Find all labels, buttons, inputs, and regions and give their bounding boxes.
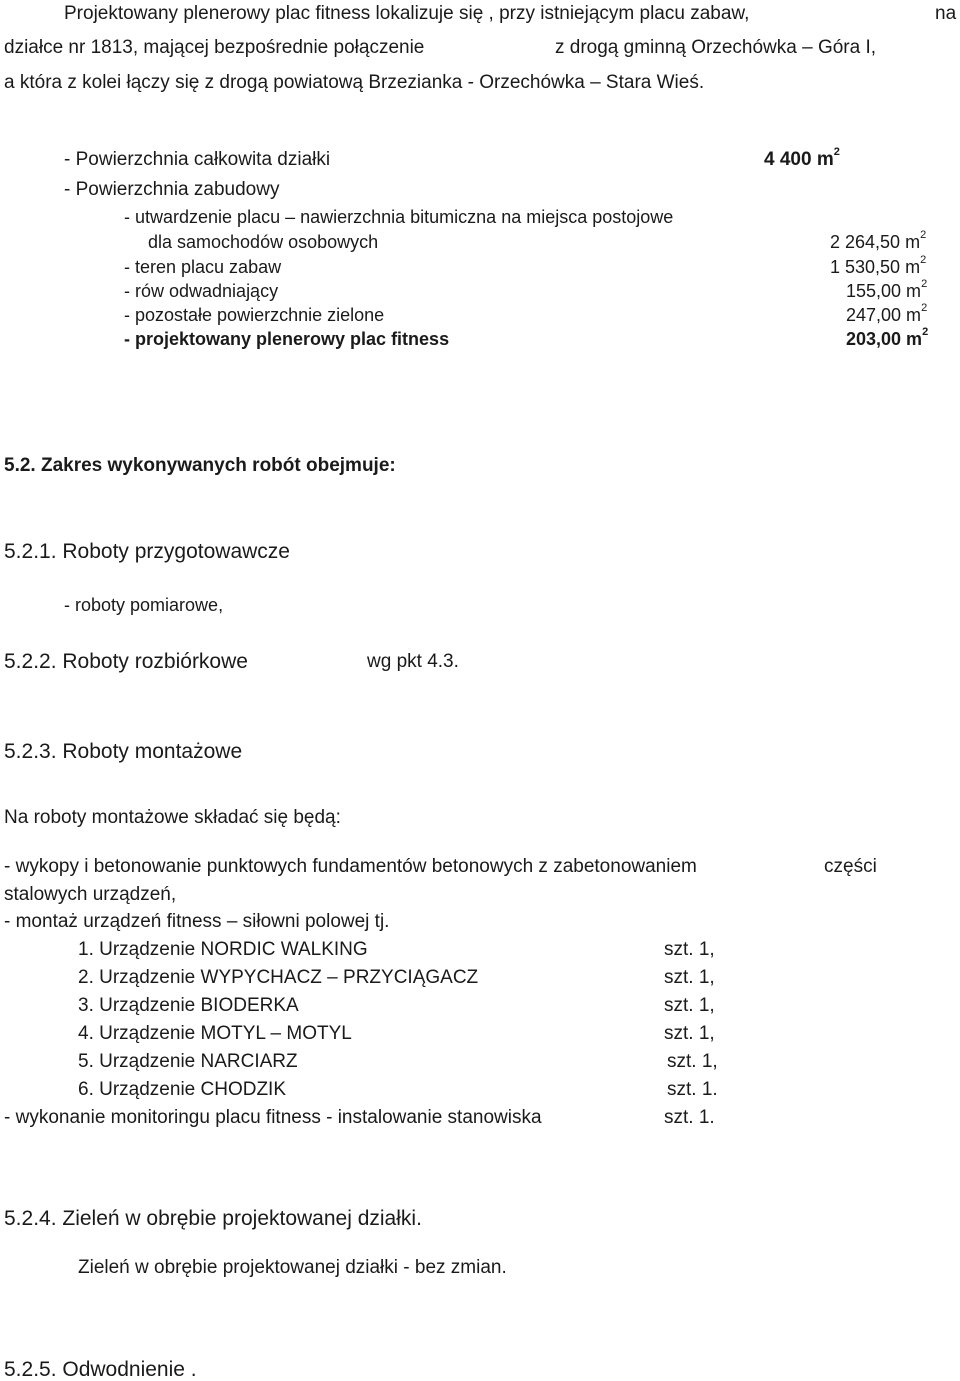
device-5-qty: szt. 1, xyxy=(667,1051,718,1072)
total-area-label: - Powierzchnia całkowita działki xyxy=(64,149,331,170)
intro-line-2-end: z drogą gminną Orzechówka – Góra I, xyxy=(555,37,877,58)
section-5-2-heading: 5.2. Zakres wykonywanych robót obejmuje: xyxy=(4,455,396,476)
area-item-4-value: 247,00 $m^2$ xyxy=(846,302,928,325)
section-5-2-3-bullet-1: - wykopy i betonowanie punktowych fundamentów betonowych z zabetonowaniem xyxy=(4,856,697,877)
area-item-4-label: - pozostałe powierzchnie zielone xyxy=(124,305,385,325)
area-item-3-value: 155,00 $m^2$ xyxy=(846,278,928,301)
section-5-2-3-bullet-2: - montaż urządzeń fitness – siłowni polowej tj. xyxy=(4,911,390,932)
device-3-qty: szt. 1, xyxy=(664,995,715,1016)
total-area-value: 4 400 $m^2$ xyxy=(764,146,840,170)
intro-line-3: a która z kolei łączy się z drogą powiatową Brzezianka - Orzechówka – Stara Wieś. xyxy=(4,72,705,93)
device-2-qty: szt. 1, xyxy=(664,967,715,988)
section-5-2-5-heading: 5.2.5. Odwodnienie . xyxy=(4,1358,197,1381)
area-item-5-label: - projektowany plenerowy plac fitness xyxy=(124,329,450,349)
device-4-qty: szt. 1, xyxy=(664,1023,715,1044)
section-5-2-1-item: - roboty pomiarowe, xyxy=(64,595,224,615)
monitoring-qty: szt. 1. xyxy=(664,1107,715,1128)
device-2: 2. Urządzenie WYPYCHACZ – PRZYCIĄGACZ xyxy=(78,967,479,988)
section-5-2-3-lead: Na roboty montażowe składać się będą: xyxy=(4,807,341,828)
area-item-1-value: 2 264,50 $m^2$ xyxy=(830,229,927,252)
device-1: 1. Urządzenie NORDIC WALKING xyxy=(78,939,368,960)
intro-line-1-end: na xyxy=(935,3,957,24)
area-item-1-label-cont: dla samochodów osobowych xyxy=(148,232,379,252)
section-5-2-4-heading: 5.2.4. Zieleń w obrębie projektowanej działki. xyxy=(4,1207,422,1230)
intro-line-1: Projektowany plenerowy plac fitness lokalizuje się , przy istniejącym placu zabaw, xyxy=(64,3,750,24)
section-5-2-2-ref: wg pkt 4.3. xyxy=(367,651,459,672)
section-5-2-3-heading: 5.2.3. Roboty montażowe xyxy=(4,740,243,763)
area-item-3-label: - rów odwadniający xyxy=(124,281,279,301)
area-item-2-value: 1 530,50 $m^2$ xyxy=(830,254,927,277)
section-5-2-3-bullet-1-end: części xyxy=(824,856,877,877)
area-item-2-label: - teren placu zabaw xyxy=(124,257,282,277)
section-5-2-3-bullet-1-cont: stalowych urządzeń, xyxy=(4,884,177,905)
section-5-2-1-heading: 5.2.1. Roboty przygotowawcze xyxy=(4,540,290,563)
area-item-5-value: 203,00 $m^2$ xyxy=(846,326,929,349)
intro-line-2: działce nr 1813, mającej bezpośrednie połączenie xyxy=(4,37,425,58)
device-5: 5. Urządzenie NARCIARZ xyxy=(78,1051,298,1072)
device-3: 3. Urządzenie BIODERKA xyxy=(78,995,299,1016)
section-5-2-2-heading: 5.2.2. Roboty rozbiórkowe xyxy=(4,650,248,673)
area-item-1-label: - utwardzenie placu – nawierzchnia bitumiczna na miejsca postojowe xyxy=(124,207,674,227)
device-6: 6. Urządzenie CHODZIK xyxy=(78,1079,287,1100)
section-5-2-4-text: Zieleń w obrębie projektowanej działki - bez zmian. xyxy=(78,1257,507,1278)
built-area-label: - Powierzchnia zabudowy xyxy=(64,179,280,200)
device-1-qty: szt. 1, xyxy=(664,939,715,960)
device-4: 4. Urządzenie MOTYL – MOTYL xyxy=(78,1023,352,1044)
monitoring-item: - wykonanie monitoringu placu fitness - instalowanie stanowiska xyxy=(4,1107,542,1128)
device-6-qty: szt. 1. xyxy=(667,1079,718,1100)
